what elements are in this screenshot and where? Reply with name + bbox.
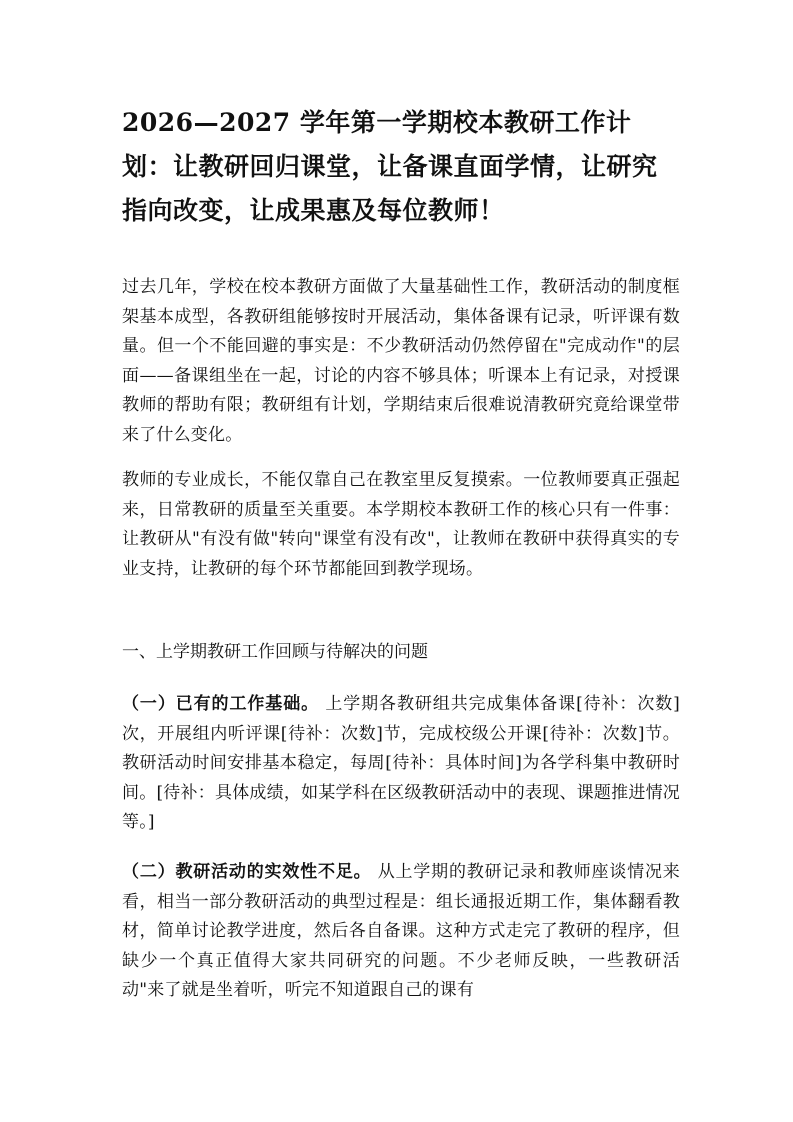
section-1-heading: 一、上学期教研工作回顾与待解决的问题 xyxy=(122,642,428,662)
subsection-2-lead: （二）教研活动的实效性不足。 xyxy=(122,862,372,882)
intro-paragraph-2: 教师的专业成长，不能仅靠自己在教室里反复摸索。一位教师要真正强起来，日常教研的质量至关重要。本学期校本教研工作的核心只有一件事：让教研从"有没有做"转向"课堂有没有改"，让教师在教研中获得真实的专业支持，让教研的每个环节都能回到教学现场。 xyxy=(122,470,680,579)
subsection-1-body: 上学期各教研组共完成集体备课[待补：次数]次，开展组内听评课[待补：次数]节，完成校级公开课[待补：次数]节。教研活动时间安排基本稳定，每周[待补：具体时间]为各学科集中教研时间。[待补：具体成绩，如某学科在区级教研活动中的表现、课题推进情况等。] xyxy=(122,694,680,832)
subsection-1-paragraph xyxy=(122,690,680,838)
subsection-2-body: 从上学期的教研记录和教师座谈情况来看，相当一部分教研活动的典型过程是：组长通报近期工作，集体翻看教材，简单讨论教学进度，然后各自备课。这种方式走完了教研的程序，但缺少一个真正值得大家共同研究的问题。不少老师反映，一些教研活动"来了就是坐着听，听完不知道跟自己的课有 xyxy=(122,862,680,1000)
document-title: 2026—2027 学年第一学期校本教研工作计划：让教研回归课堂，让备课直面学情，让研究指向改变，让成果惠及每位教师！ xyxy=(122,108,658,225)
subsection-2-paragraph xyxy=(122,858,680,1006)
intro-paragraph-1: 过去几年，学校在校本教研方面做了大量基础性工作，教研活动的制度框架基本成型，各教研组能够按时开展活动，集体备课有记录，听评课有数量。但一个不能回避的事实是：不少教研活动仍然停留在"完成动作"的层面——备课组坐在一起，讨论的内容不够具体；听课本上有记录，对授课教师的帮助有限；教研组有计划，学期结束后很难说清教研究竟给课堂带来了什么变化。 xyxy=(122,277,680,445)
subsection-1-lead: （一）已有的工作基础。 xyxy=(122,694,320,714)
